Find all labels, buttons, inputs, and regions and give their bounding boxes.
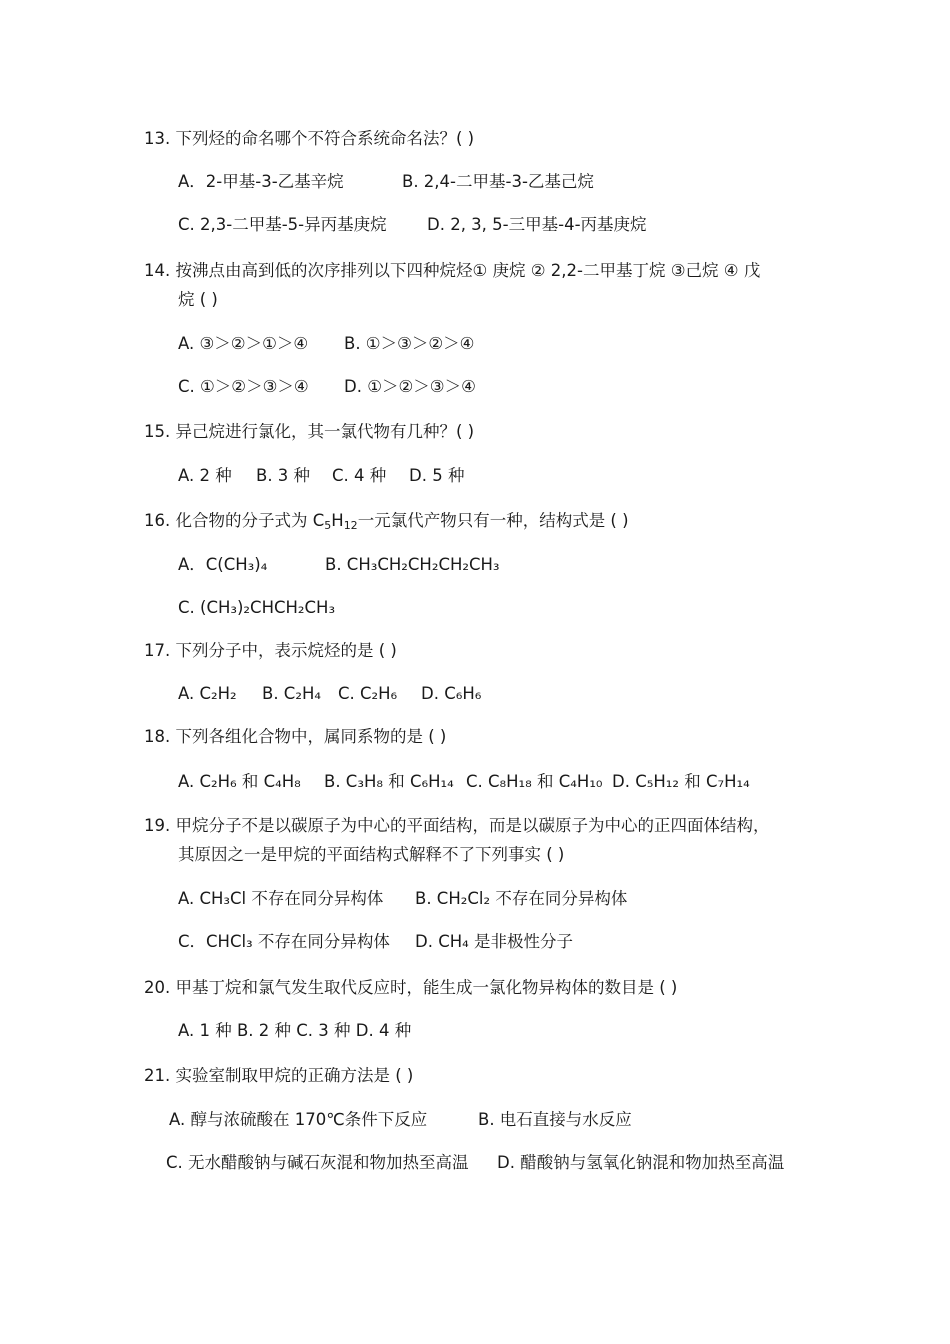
q16-option-a: A．C(CH₃)₄ xyxy=(178,555,268,574)
q16-option-c: C. (CH₃)₂CHCH₂CH₃ xyxy=(178,598,336,617)
q13-option-c: C. 2,3-二甲基-5-异丙基庚烷 xyxy=(178,215,387,234)
q13-option-a: A．2-甲基-3-乙基辛烷 xyxy=(178,172,344,191)
q19-option-a: A. CH₃Cl 不存在同分异构体 xyxy=(178,889,384,908)
q17-option-a: A. C₂H₂ xyxy=(178,684,237,703)
q13-option-d: D. 2, 3, 5-三甲基-4-丙基庚烷 xyxy=(427,215,647,234)
q15-stem: 15. 异己烷进行氯化，其一氯代物有几种？( ) xyxy=(144,422,475,441)
q16-option-b: B. CH₃CH₂CH₂CH₂CH₃ xyxy=(325,555,500,574)
q15-option-c: C. 4 种 xyxy=(332,466,387,485)
q17-option-b: B. C₂H₄ xyxy=(262,684,321,703)
q17-option-d: D. C₆H₆ xyxy=(421,684,482,703)
q16-stem-suffix: 一元氯代产物只有一种，结构式是 ( ) xyxy=(357,511,629,530)
q17-stem: 17. 下列分子中，表示烷烃的是 ( ) xyxy=(144,641,397,660)
q14-option-b: B. ①＞③＞②＞④ xyxy=(344,334,475,353)
q19-option-c: C．CHCl₃ 不存在同分异构体 xyxy=(178,932,390,951)
q14-stem: 14. 按沸点由高到低的次序排列以下四种烷烃① 庚烷 ② 2,2-二甲基丁烷 ③己烷 ④ 戊 xyxy=(144,261,761,280)
q20-stem: 20. 甲基丁烷和氯气发生取代反应时，能生成一氯化物异构体的数目是 ( ) xyxy=(144,978,678,997)
q16-stem-subscript-c: 5 xyxy=(324,519,332,532)
q18-option-c: C. C₈H₁₈ 和 C₄H₁₀ xyxy=(466,772,603,791)
q14-option-d: D. ①＞②＞③＞④ xyxy=(344,377,476,396)
q19-stem-continued: 其原因之一是甲烷的平面结构式解释不了下列事实 ( ) xyxy=(178,845,565,864)
q16-stem xyxy=(144,509,629,533)
q21-stem: 21. 实验室制取甲烷的正确方法是 ( ) xyxy=(144,1066,414,1085)
q14-stem-continued: 烷 ( ) xyxy=(178,290,218,309)
q15-option-d: D. 5 种 xyxy=(409,466,465,485)
q15-option-b: B. 3 种 xyxy=(256,466,311,485)
q16-stem-h: H xyxy=(331,511,344,530)
q21-option-d: D. 醋酸钠与氢氧化钠混和物加热至高温 xyxy=(497,1153,785,1172)
q13-stem: 13. 下列烃的命名哪个不符合系统命名法？( ) xyxy=(144,129,475,148)
q15-option-a: A. 2 种 xyxy=(178,466,232,485)
q21-option-a: A. 醇与浓硫酸在 170℃条件下反应 xyxy=(169,1110,428,1129)
q18-option-d: D. C₅H₁₂ 和 C₇H₁₄ xyxy=(612,772,750,791)
q18-option-b: B. C₃H₈ 和 C₆H₁₄ xyxy=(324,772,454,791)
q13-option-b: B. 2,4-二甲基-3-乙基己烷 xyxy=(402,172,594,191)
q16-stem-prefix: 16. 化合物的分子式为 C xyxy=(144,511,325,530)
q16-stem-subscript-h: 12 xyxy=(343,519,358,532)
q18-stem: 18. 下列各组化合物中，属同系物的是 ( ) xyxy=(144,727,447,746)
q14-option-c: C. ①＞②＞③＞④ xyxy=(178,377,309,396)
q21-option-c: C. 无水醋酸钠与碱石灰混和物加热至高温 xyxy=(166,1153,469,1172)
q19-option-b: B. CH₂Cl₂ 不存在同分异构体 xyxy=(415,889,628,908)
q19-stem: 19. 甲烷分子不是以碳原子为中心的平面结构，而是以碳原子为中心的正四面体结构， xyxy=(144,816,770,835)
q21-option-b: B. 电石直接与水反应 xyxy=(478,1110,632,1129)
q19-option-d: D. CH₄ 是非极性分子 xyxy=(415,932,573,951)
q17-option-c: C. C₂H₆ xyxy=(338,684,398,703)
q20-options: A. 1 种 B. 2 种 C. 3 种 D. 4 种 xyxy=(178,1021,412,1040)
q18-option-a: A. C₂H₆ 和 C₄H₈ xyxy=(178,772,301,791)
q14-option-a: A. ③＞②＞①＞④ xyxy=(178,334,309,353)
